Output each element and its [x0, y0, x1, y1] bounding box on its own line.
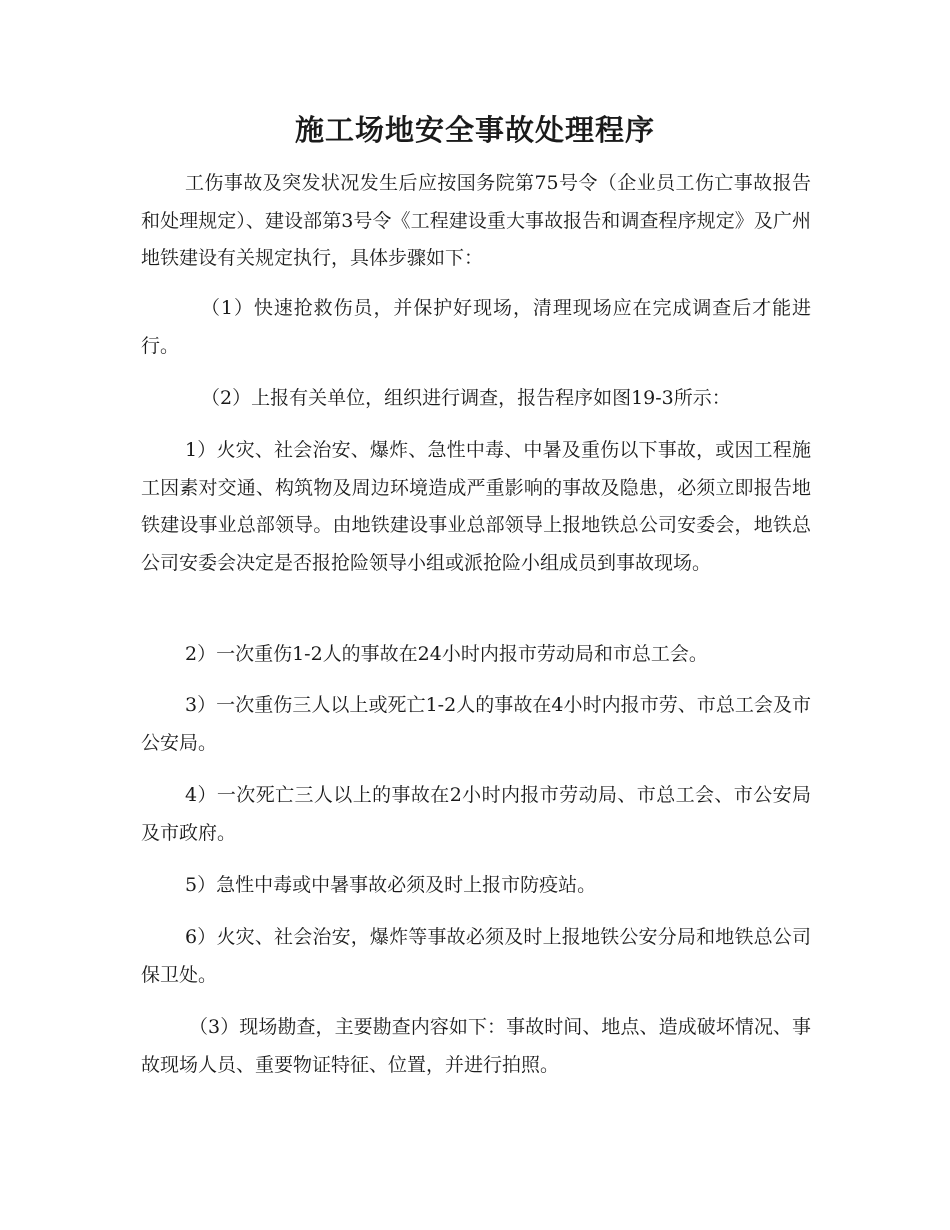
intro-paragraph: 工伤事故及突发状况发生后应按国务院第75号令（企业员工伤亡事故报告和处理规定）、建设部第3号令《工程建设重大事故报告和调查程序规定》及广州地铁建设有关规定执行，具体步骤如下：	[141, 172, 811, 269]
step-1-paragraph: （1）快速抢救伤员，并保护好现场，清理现场应在完成调查后才能进行。	[141, 297, 811, 357]
list-item-4: 4）一次死亡三人以上的事故在2小时内报市劳动局、市总工会、市公安局及市政府。	[141, 784, 811, 844]
list-item-3: 3）一次重伤三人以上或死亡1-2人的事故在4小时内报市劳、市总工会及市公安局。	[141, 694, 811, 754]
list-item-1: 1）火灾、社会治安、爆炸、急性中毒、中暑及重伤以下事故，或因工程施工因素对交通、构筑物及周边环境造成严重影响的事故及隐患，必须立即报告地铁建设事业总部领导。由地铁建设事业总部领导上报地铁总公司安委会，地铁总公司安委会决定是否报抢险领导小组或派抢险小组成员到事故现场。	[141, 439, 811, 574]
list-item-6: 6）火灾、社会治安，爆炸等事故必须及时上报地铁公安分局和地铁总公司保卫处。	[141, 926, 811, 986]
step-2-paragraph: （2）上报有关单位，组织进行调查，报告程序如图19-3所示：	[201, 387, 731, 409]
list-item-2: 2）一次重伤1-2人的事故在24小时内报市劳动局和市总工会。	[185, 643, 708, 665]
list-item-5: 5）急性中毒或中暑事故必须及时上报市防疫站。	[185, 874, 597, 896]
step-3-paragraph: （3）现场勘查，主要勘查内容如下：事故时间、地点、造成破坏情况、事故现场人员、重要物证特征、位置，并进行拍照。	[141, 1016, 811, 1076]
document-title: 施工场地安全事故处理程序	[294, 113, 655, 147]
